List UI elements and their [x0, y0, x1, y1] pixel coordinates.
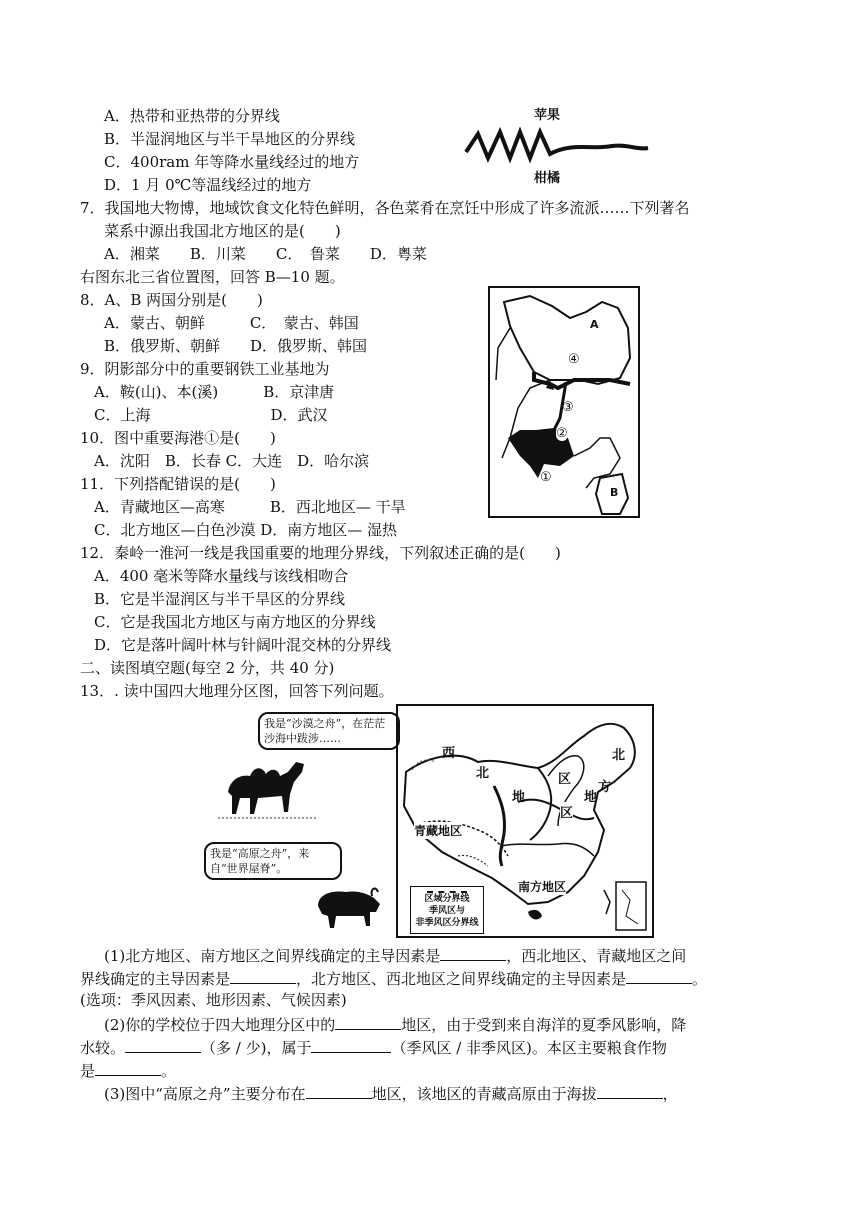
q9-options-ab: A．鞍(山)、本(溪) B．京津唐: [94, 383, 335, 401]
answer-blank-4[interactable]: [335, 1013, 401, 1030]
q13-part1-line2: [80, 967, 707, 989]
q9-options-cd: C．上海 D．武汉: [94, 406, 328, 424]
q12-option-d: D．它是落叶阔叶林与针阔叶混交林的分界线: [94, 636, 392, 654]
label-di: 地: [512, 790, 526, 805]
q6-option-d: D．1 月 0℃等温线经过的地方: [104, 176, 312, 194]
q7-stem-line2: 菜系中源出我国北方地区的是( ): [104, 222, 341, 240]
q13-p3-text-c: ，: [662, 1085, 678, 1103]
citrus-label: 柑橘: [534, 171, 561, 186]
answer-blank-7[interactable]: [95, 1059, 161, 1076]
china-regions-map: [396, 704, 654, 938]
marker-2-label: ②: [556, 426, 568, 441]
q13-p2-text-b: 地区，由于受到来自海洋的夏季风影响，降: [401, 1016, 687, 1034]
q13-p2-text-c: 水较。: [80, 1039, 126, 1057]
q13-part2-line3: [80, 1059, 176, 1081]
q8-options-bd: B．俄罗斯、朝鲜 D．俄罗斯、韩国: [104, 337, 368, 355]
country-a-label: A: [590, 318, 599, 331]
camel-icon: [218, 752, 318, 822]
label-qu: 区: [558, 768, 571, 787]
q7-options: A．湘菜 B．川菜 C． 鲁菜 D．粤菜: [104, 245, 427, 263]
yak-speech-bubble: 我是“高原之舟”，来自“世界屋脊”。: [204, 842, 342, 880]
label-north-di: 地: [584, 790, 598, 805]
q11-stem: 11．下列搭配错误的是( ): [80, 475, 276, 493]
q13-p2-text-f: 是: [80, 1062, 96, 1080]
q10-options: A．沈阳 B．长春 C．大连 D．哈尔滨: [94, 452, 370, 470]
q13-p2-text-d: （多 / 少)，属于: [201, 1039, 312, 1057]
q13-part1-line1: [104, 944, 686, 966]
label-north-bei: 北: [612, 748, 626, 763]
label-xi: 西: [442, 746, 456, 761]
q12-option-c: C．它是我国北方地区与南方地区的分界线: [94, 613, 376, 631]
answer-blank-6[interactable]: [311, 1036, 391, 1053]
answer-blank-9[interactable]: [597, 1082, 663, 1099]
q13-p1-text-b: ，西北地区、青藏地区之间: [506, 947, 687, 965]
q13-p1-text-d: ，北方地区、西北地区之间界线确定的主导因素是: [296, 970, 627, 988]
q13-part3-line1: [104, 1082, 678, 1104]
legend-monsoon-line-1: 季风区与: [428, 906, 465, 916]
q6-option-c: C．400ram 年等降水量线经过的地方: [104, 153, 360, 171]
q8-stem: 8．A、B 两国分别是( ): [80, 291, 263, 309]
q13-p2-text-g: 。: [161, 1062, 177, 1080]
q7-stem-line1: 7．我国地大物博，地域饮食文化特色鲜明，各色菜肴在烹饪中形成了许多流派……下列著名: [80, 199, 690, 217]
q13-part2-line2: [80, 1036, 667, 1058]
yak-icon: [312, 884, 382, 934]
q13-stem: 13．. 读中国四大地理分区图，回答下列问题。: [80, 682, 394, 700]
apple-label: 苹果: [534, 108, 561, 123]
answer-blank-8[interactable]: [306, 1082, 372, 1099]
label-north-qu: 区: [560, 802, 573, 821]
q9-stem: 9．阴影部分中的重要钢铁工业基地为: [80, 360, 330, 378]
q13-p3-text-b: 地区，该地区的青藏高原由于海拔: [371, 1085, 597, 1103]
legend-monsoon-line-2: 非季风区分界线: [415, 918, 479, 928]
q13-p1-text-e: 。: [692, 970, 708, 988]
q13-p1-text-c: 界线确定的主导因素是: [80, 970, 231, 988]
q10-stem: 10．图中重要海港①是( ): [80, 429, 276, 447]
q13-part1-options: (选项：季风因素、地形因素、气候因素): [80, 991, 347, 1009]
marker-3-label: ③: [562, 400, 574, 415]
q13-part2-line1: [104, 1013, 686, 1035]
intro-8-10: 右图东北三省位置图，回答 B—10 题。: [80, 268, 345, 286]
q13-p2-text-a: (2)你的学校位于四大地理分区中的: [104, 1016, 336, 1034]
northeast-map: [488, 286, 640, 518]
q13-p1-text-a: (1)北方地区、南方地区之间界线确定的主导因素是: [104, 947, 441, 965]
country-b-label: B: [610, 486, 619, 499]
legend-region-boundary: 区域分界线: [424, 894, 470, 904]
map-legend: [410, 886, 484, 934]
port-1-label: ①: [540, 470, 552, 485]
label-north-fang: 方: [598, 780, 612, 795]
section-2-heading: 二、读图填空题(每空 2 分，共 40 分): [80, 659, 335, 677]
answer-blank-2[interactable]: [230, 967, 296, 984]
q8-options-ac: A．蒙古、朝鲜 C． 蒙古、韩国: [104, 314, 359, 332]
camel-speech-bubble: 我是“沙漠之舟”，在茫茫沙海中跋涉……: [258, 712, 400, 750]
q6-option-b: B．半湿润地区与半干旱地区的分界线: [104, 130, 356, 148]
answer-blank-1[interactable]: [440, 944, 506, 961]
q13-figure: [200, 704, 660, 940]
q11-options-ab: A．青藏地区—高寒 B．西北地区— 干旱: [94, 498, 406, 516]
answer-blank-5[interactable]: [125, 1036, 201, 1053]
q12-option-a: A．400 毫米等降水量线与该线相吻合: [94, 567, 349, 585]
q13-p2-text-e: （季风区 / 非季风区)。本区主要粮食作物: [391, 1039, 667, 1057]
q12-stem: 12．秦岭一淮河一线是我国重要的地理分界线，下列叙述正确的是( ): [80, 544, 561, 562]
answer-blank-3[interactable]: [626, 967, 692, 984]
q12-option-b: B．它是半湿润区与半干旱区的分界线: [94, 590, 346, 608]
q6-option-a: A．热带和亚热带的分界线: [104, 107, 280, 125]
label-qingzang: 青藏地区: [414, 824, 463, 838]
q11-options-cd: C．北方地区—白色沙漠 D．南方地区— 湿热: [94, 521, 398, 539]
marker-4-label: ④: [568, 352, 580, 367]
label-nanfang: 南方地区: [518, 880, 567, 894]
label-bei: 北: [476, 766, 490, 781]
q6-figure: [462, 104, 652, 186]
q13-p3-text-a: (3)图中“高原之舟”主要分布在: [104, 1085, 306, 1103]
